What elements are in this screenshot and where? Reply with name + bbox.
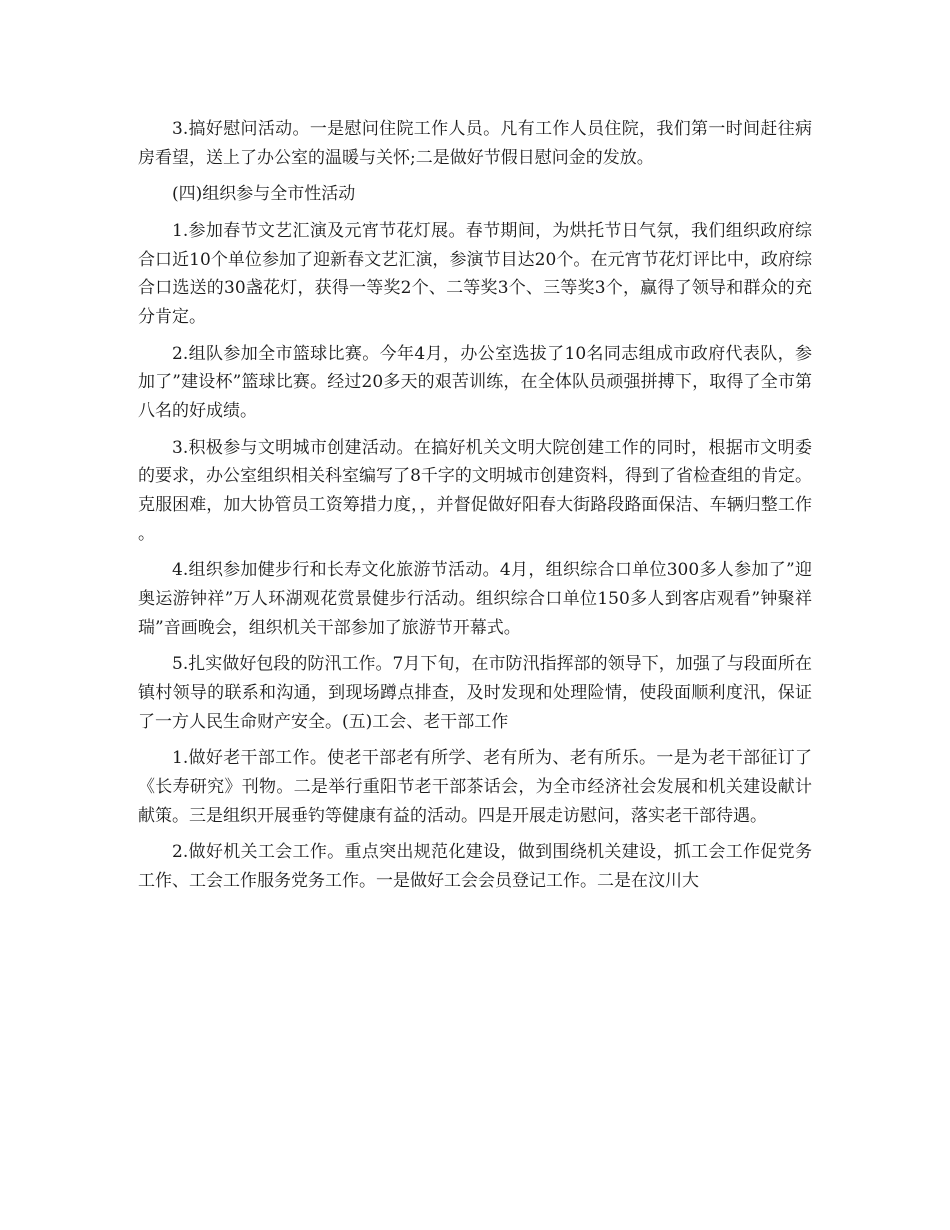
section-heading-citywide-activities: (四)组织参与全市性活动 <box>172 184 356 205</box>
document-body <box>138 115 812 904</box>
paragraph-basketball-match: 2.组队参加全市篮球比赛。今年4月，办公室选拔了10名同志组成市政府代表队，参加了”建设杯”篮球比赛。经过20多天的艰苦训练，在全体队员顽强拼搏下，取得了全市第八名的好成绩。 <box>138 343 812 421</box>
paragraph-walking-tourism-festival: 4.组织参加健步行和长寿文化旅游节活动。4月，组织综合口单位300多人参加了”迎奥运游钟祥”万人环湖观花赏景健步行活动。组织综合口单位150多人到客店观看”钟聚祥瑞”音画晚会，组织机关干部参加了旅游节开幕式。 <box>138 560 812 638</box>
paragraph-civilized-city: 3.积极参与文明城市创建活动。在搞好机关文明大院创建工作的同时，根据市文明委的要求，办公室组织相关科室编写了8千字的文明城市创建资料，得到了省检查组的肯定。克服困难，加大协管员工资筹措力度，，并督促做好阳春大街路段路面保洁、车辆归整工作。 <box>138 437 812 544</box>
paragraph-condolence-activities: 3.搞好慰问活动。一是慰问住院工作人员。凡有工作人员住院，我们第一时间赶往病房看望，送上了办公室的温暖与关怀;二是做好节假日慰问金的发放。 <box>138 119 812 168</box>
paragraph-flood-control: 5.扎实做好包段的防汛工作。7月下旬，在市防汛指挥部的领导下，加强了与段面所在镇村领导的联系和沟通，到现场蹲点排查，及时发现和处理险情，使段面顺利度汛，保证了一方人民生命财产安全。(五)工会、老干部工作 <box>138 654 812 732</box>
paragraph-trade-union: 2.做好机关工会工作。重点突出规范化建设，做到围绕机关建设，抓工会工作促党务工作、工会工作服务党务工作。一是做好工会会员登记工作。二是在汶川大 <box>138 842 812 891</box>
paragraph-spring-festival-lantern: 1.参加春节文艺汇演及元宵节花灯展。春节期间，为烘托节日气氛，我们组织政府综合口近10个单位参加了迎新春文艺汇演，参演节目达20个。在元宵节花灯评比中，政府综合口选送的30盏花灯，获得一等奖2个、二等奖3个、三等奖3个，赢得了领导和群众的充分肯定。 <box>138 220 812 327</box>
paragraph-veteran-cadres: 1.做好老干部工作。使老干部老有所学、老有所为、老有所乐。一是为老干部征订了《长寿研究》刊物。二是举行重阳节老干部茶话会，为全市经济社会发展和机关建设献计献策。三是组织开展垂钓等健康有益的活动。四是开展走访慰问，落实老干部待遇。 <box>138 748 812 826</box>
